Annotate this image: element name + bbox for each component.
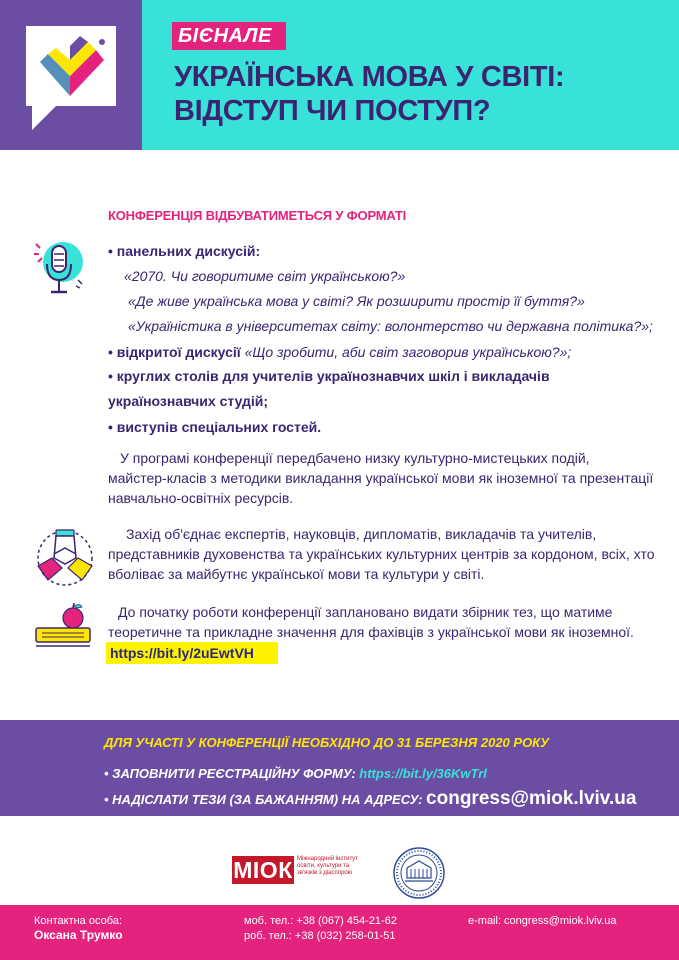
work-phone[interactable]: роб. тел.: +38 (032) 258-01-51	[244, 930, 396, 942]
book-apple-icon	[32, 602, 96, 650]
footer-email[interactable]: e-mail: congress@miok.lviv.ua	[468, 915, 617, 927]
abstract-email-link[interactable]: congress@miok.lviv.ua	[426, 788, 637, 809]
format-heading: КОНФЕРЕНЦІЯ ВІДБУВАТИМЕТЬСЯ У ФОРМАТІ	[108, 208, 407, 223]
abstract-step: • НАДІСЛАТИ ТЕЗИ (ЗА БАЖАННЯМ) НА АДРЕСУ: congress@miok.lviv.ua	[104, 788, 637, 809]
mobile-phone[interactable]: моб. тел.: +38 (067) 454-21-62	[244, 915, 397, 927]
university-seal-icon	[392, 846, 446, 900]
participation-heading: ДЛЯ УЧАСТІ У КОНФЕРЕНЦІЇ НЕОБХІДНО ДО 31 БЕРЕЗНЯ 2020 РОКУ	[104, 735, 549, 750]
hands-together-icon	[32, 524, 98, 590]
round-tables-item-line-2: українознавчих студій;	[108, 393, 269, 409]
round-tables-item-line-1: • круглих столів для учителів українознавчих шкіл і викладачів	[108, 368, 550, 384]
panel-topic-2: «Де живе українська мова у світі? Як розширити простір її буття?»	[128, 293, 585, 309]
miok-logo-subtitle: Міжнародний інститут освіти, культури та зв'язків з діаспорою	[297, 856, 359, 876]
program-paragraph: У програмі конференції передбачено низку культурно-мистецьких подій, майстер-класів з методики викладання української мови як іноземної та презентації навчально-освітніх ресурсів.	[108, 450, 654, 506]
microphone-icon	[30, 236, 86, 298]
panel-discussions-label: • панельних дискусій:	[108, 243, 261, 259]
collection-link[interactable]: https://bit.ly/2uEwtVH	[110, 645, 254, 661]
special-guests-item: • виступів спеціальних гостей.	[108, 419, 322, 435]
panel-topic-1: «2070. Чи говоритиме світ українською?»	[124, 268, 406, 284]
contact-name: Оксана Трумко	[34, 928, 123, 942]
miok-logo: МІОК	[233, 857, 293, 883]
collection-paragraph: До початку роботи конференції заплановано видати збірник тез, що матиме теоретичне та прикладне значення для фахівців з української мови як іноземної.	[108, 604, 634, 640]
page-title	[174, 60, 664, 128]
unites-paragraph: Захід об'єднає експертів, науковців, дипломатів, викладачів та учителів, представників духовенства та українських культурних центрів за кордоном, всіх, хто вболіває за майбутнє української мови та культури у світі.	[108, 526, 655, 582]
chat-heart-logo-icon	[18, 18, 124, 136]
registration-step: • ЗАПОВНИТИ РЕЄСТРАЦІЙНУ ФОРМУ: https://bit.ly/36KwTrl	[104, 766, 487, 781]
registration-form-link[interactable]: https://bit.ly/36KwTrl	[359, 766, 487, 781]
biennale-tag: БІЄНАЛЕ	[172, 22, 286, 50]
contact-label: Контактна особа:	[34, 915, 122, 927]
open-discussion-item: • відкритої дискусії «Що зробити, аби світ заговорив українською?»;	[108, 344, 572, 360]
title-line-1: УКРАЇНСЬКА МОВА У СВІТІ:	[174, 61, 565, 93]
title-line-2: ВІДСТУП ЧИ ПОСТУП?	[174, 95, 491, 127]
panel-topic-3: «Україністика в університетах світу: волонтерство чи державна політика?»;	[128, 318, 653, 334]
